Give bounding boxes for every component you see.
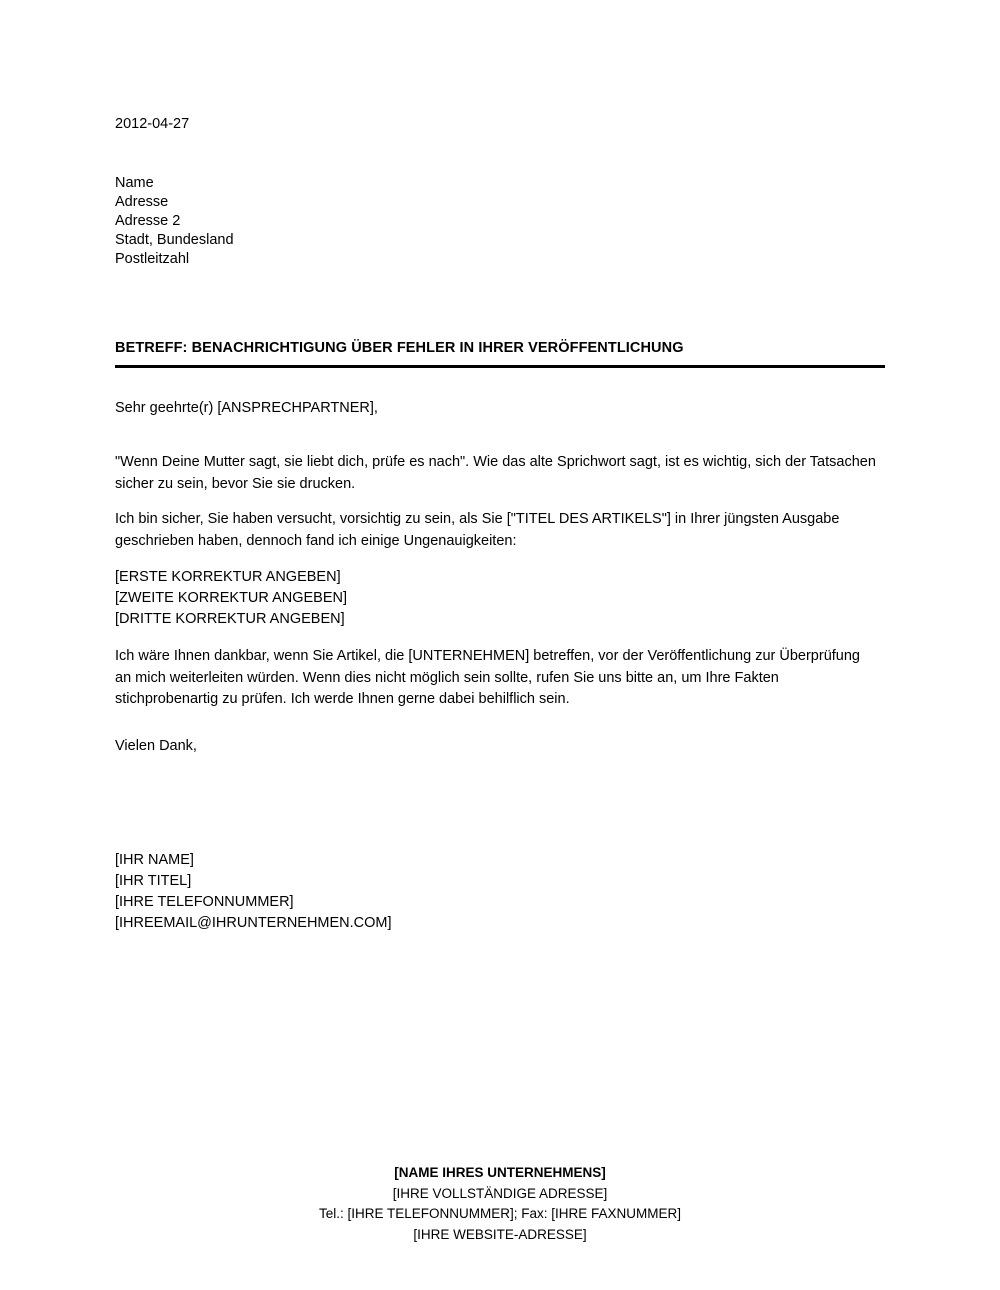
recipient-line: Stadt, Bundesland [115,232,234,248]
subject-line: BETREFF: BENACHRICHTIGUNG ÜBER FEHLER IN IHRER VERÖFFENTLICHUNG [115,340,684,356]
signature-title: [IHR TITEL] [115,873,192,889]
recipient-line: Adresse 2 [115,213,181,229]
footer-contact: Tel.: [IHRE TELEFONNUMMER]; Fax: [IHRE FAXNUMMER] [318,1206,682,1221]
letter-date: 2012-04-27 [115,116,190,132]
signature-block [115,850,392,934]
subject-divider [115,365,885,368]
salutation: Sehr geehrte(r) [ANSPRECHPARTNER], [115,400,378,416]
body-paragraph-2: Ich bin sicher, Sie haben versucht, vorsichtig zu sein, als Sie ["TITEL DES ARTIKELS"] in Ihrer jüngsten Ausgabe geschrieben haben, dennoch fand ich einige Ungenauigkeiten: [115,511,840,549]
signature-email: [IHREEMAIL@IHRUNTERNEHMEN.COM] [115,915,392,931]
footer-company-name: [NAME IHRES UNTERNEHMENS] [394,1165,606,1180]
recipient-line: Name [115,175,154,191]
footer-address: [IHRE VOLLSTÄNDIGE ADRESSE] [392,1185,608,1201]
signature-name: [IHR NAME] [115,852,194,868]
recipient-line: Adresse [115,194,169,210]
body-paragraph-1: "Wenn Deine Mutter sagt, sie liebt dich, prüfe es nach". Wie das alte Sprichwort sagt, ist es wichtig, sich der Tatsachen sicher zu sein, bevor Sie sie drucken. [115,454,876,492]
correction-item: [ERSTE KORREKTUR ANGEBEN] [115,569,341,585]
closing-line: Vielen Dank, [115,738,197,754]
recipient-line: Postleitzahl [115,251,190,267]
corrections-list [115,567,347,630]
correction-item: [DRITTE KORREKTUR ANGEBEN] [115,611,345,627]
footer-website: [IHRE WEBSITE-ADRESSE] [413,1226,587,1242]
signature-phone: [IHRE TELEFONNUMMER] [115,894,294,910]
correction-item: [ZWEITE KORREKTUR ANGEBEN] [115,590,348,606]
body-paragraph-3: Ich wäre Ihnen dankbar, wenn Sie Artikel, die [UNTERNEHMEN] betreffen, vor der Veröffentlichung zur Überprüfung an mich weiterleiten würden. Wenn dies nicht möglich sein sollte, rufen Sie uns bitte an, um Ihre Fakten stichprobenartig zu prüfen. Ich werde Ihnen gerne dabei behilflich sein. [115,648,860,707]
page-footer [0,1163,1000,1245]
recipient-address-block [115,174,234,269]
